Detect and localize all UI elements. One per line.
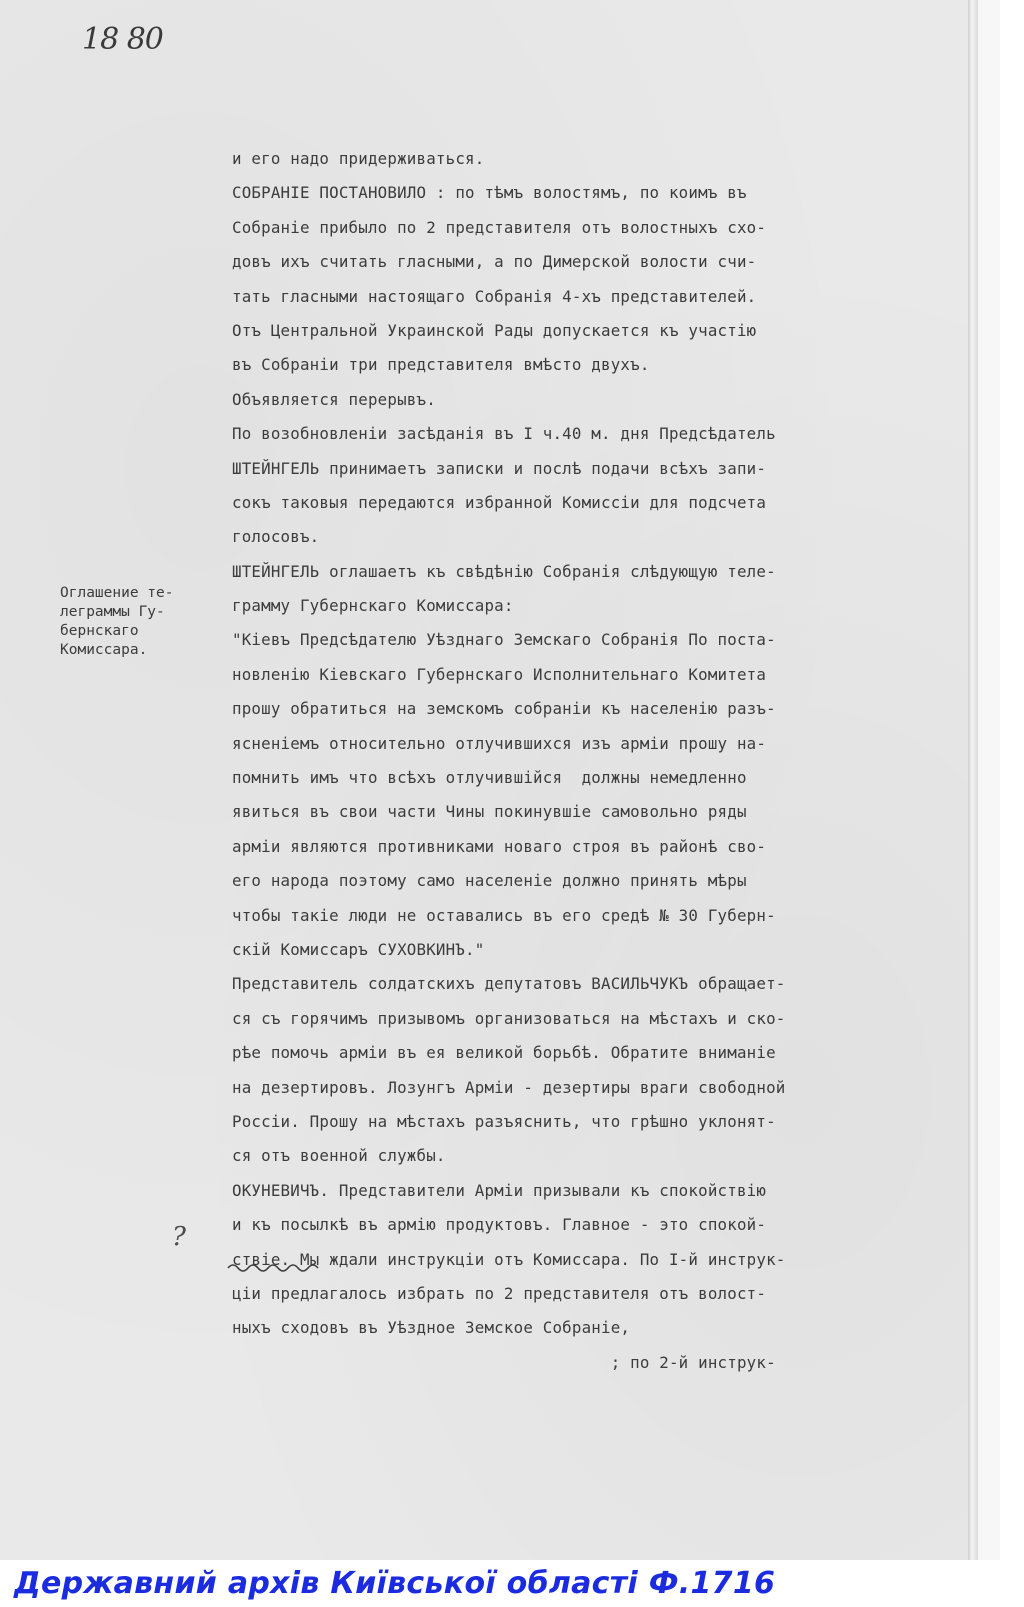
- text-line: ціи предлагалось избрать по 2 представителя отъ волост-: [232, 1283, 767, 1303]
- text-line: въ Собраніи три представителя вмѣсто двухъ.: [232, 355, 650, 375]
- margin-note-line: Комиссара.: [60, 642, 148, 658]
- text-line: "Кіевъ Предсѣдателю Уѣзднаго Земскаго Собранія По поста-: [232, 630, 776, 650]
- text-line: Собраніе прибыло по 2 представителя отъ волостныхъ схо-: [232, 217, 767, 237]
- folio-number: 18 80: [82, 22, 163, 57]
- text-line: скій Комиссаръ СУХОВКИНЪ.": [232, 939, 485, 959]
- text-line: ; по 2-й инструк-: [232, 1352, 776, 1372]
- text-line: тать гласными настоящаго Собранія 4-хъ представителей.: [232, 286, 757, 306]
- text-line: новленію Кіевскаго Губернскаго Исполнительнаго Комитета: [232, 664, 767, 684]
- text-line: явиться въ свои части Чины покинувшіе самовольно ряды: [232, 802, 747, 822]
- text-line: чтобы такіе люди не оставались въ его средѣ № 30 Губерн-: [232, 905, 776, 925]
- margin-note: [60, 584, 220, 660]
- text-line: ясненіемъ относительно отлучившихся изъ арміи прошу на-: [232, 733, 767, 753]
- text-line: довъ ихъ считать гласными, а по Димерской волости счи-: [232, 252, 757, 272]
- text-line: Представитель солдатскихъ депутатовъ ВАСИЛЬЧУКЪ обращает-: [232, 974, 786, 994]
- text-line: Отъ Центральной Украинской Рады допускается къ участію: [232, 320, 757, 340]
- margin-note-line: Оглашение те-: [60, 585, 174, 601]
- text-line: на дезертировъ. Лозунгъ Арміи - дезертиры враги свободной: [232, 1077, 786, 1097]
- margin-note-line: леграммы Гу-: [60, 604, 165, 620]
- archive-caption: Державний архів Київської області Ф.1716: [14, 1566, 776, 1601]
- text-line: Россіи. Прошу на мѣстахъ разъяснить, что грѣшно уклонят-: [232, 1111, 776, 1131]
- handwritten-question-mark: ?: [172, 1222, 186, 1252]
- page-edge: [968, 0, 978, 1560]
- text-line: сокъ таковыя передаются избранной Комиссіи для подсчета: [232, 492, 767, 512]
- typed-text-body: [232, 142, 922, 1380]
- text-line: и его надо придерживаться.: [232, 149, 485, 168]
- text-line: его народа поэтому само населеніе должно принять мѣры: [232, 871, 747, 891]
- text-line: прошу обратиться на земскомъ собраніи къ населенію разъ-: [232, 699, 776, 719]
- text-line: ствіе. Мы ждали инструкціи отъ Комиссара. По I-й инструк-: [232, 1249, 786, 1269]
- text-line: ныхъ сходовъ въ Уѣздное Земское Собраніе,: [232, 1318, 631, 1338]
- text-line: ШТЕЙНГЕЛЬ принимаетъ записки и послѣ подачи всѣхъ запи-: [232, 458, 767, 478]
- text-line: ОКУНЕВИЧЪ. Представители Арміи призывали къ спокойствію: [232, 1180, 767, 1200]
- text-line: Объявляется перерывъ.: [232, 389, 436, 409]
- text-line: голосовъ.: [232, 527, 320, 547]
- margin-note-line: бернскаго: [60, 623, 139, 639]
- text-line: помнить имъ что всѣхъ отлучившійся должны немедленно: [232, 768, 747, 788]
- scan-margin: [978, 0, 1000, 1560]
- text-line: СОБРАНІЕ ПОСТАНОВИЛО : по тѣмъ волостямъ, по коимъ въ: [232, 183, 747, 203]
- text-line: и къ посылкѣ въ армію продуктовъ. Главное - это спокой-: [232, 1215, 767, 1235]
- text-line: ШТЕЙНГЕЛЬ оглашаетъ къ свѣдѣнію Собранія слѣдующую теле-: [232, 561, 776, 581]
- text-line: По возобновленіи засѣданія въ I ч.40 м. дня Предсѣдатель: [232, 424, 776, 444]
- text-line: рѣе помочь арміи въ ея великой борьбѣ. Обратите вниманіе: [232, 1043, 776, 1063]
- text-line: грамму Губернскаго Комиссара:: [232, 596, 514, 616]
- text-line: ся отъ военной службы.: [232, 1146, 446, 1166]
- text-line: арміи являются противниками новаго строя въ районѣ сво-: [232, 836, 767, 856]
- text-line: ся съ горячимъ призывомъ организоваться на мѣстахъ и ско-: [232, 1008, 786, 1028]
